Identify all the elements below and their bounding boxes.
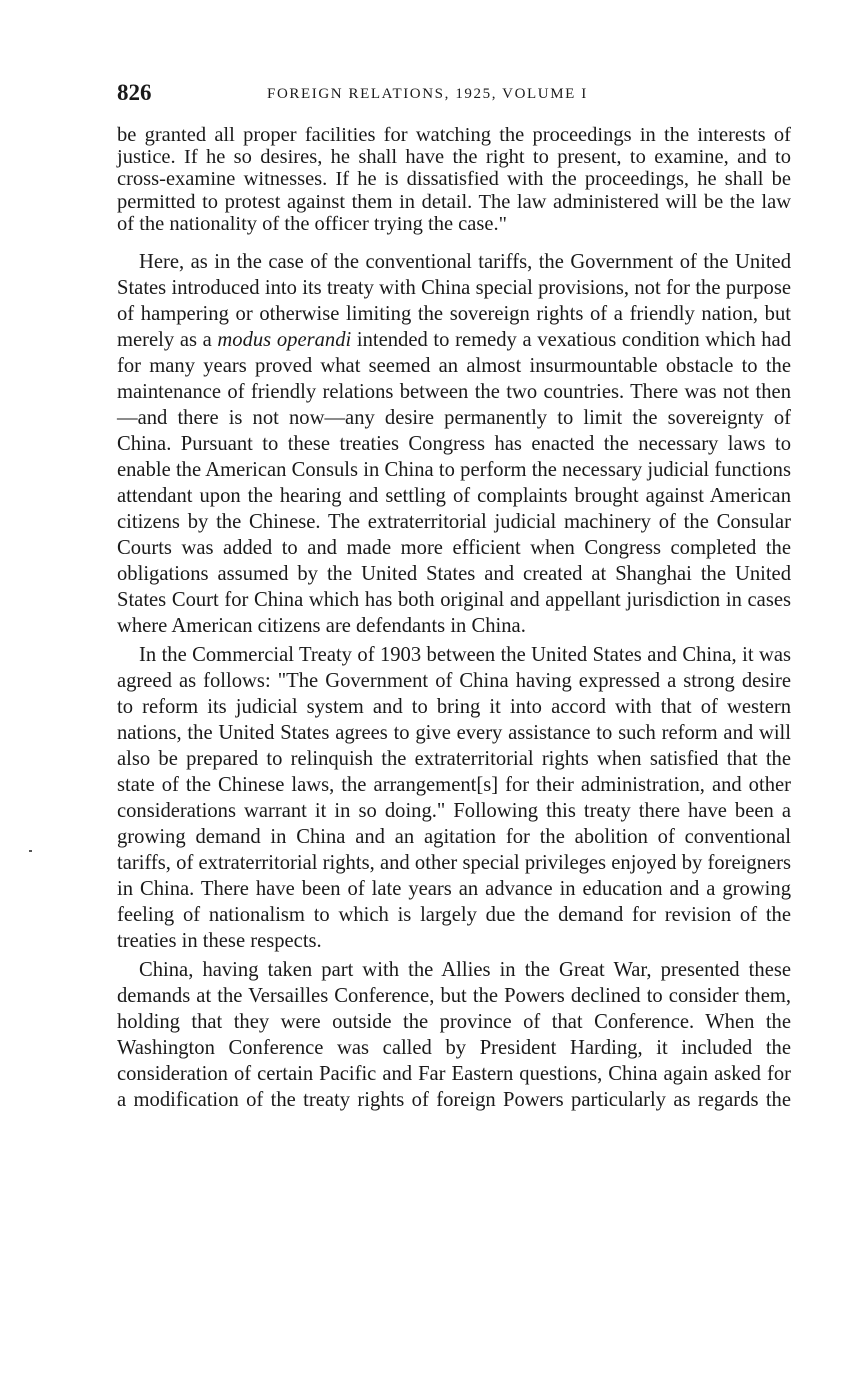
paragraph-1-italic-term: modus operandi	[217, 329, 352, 352]
paragraph-3: China, having taken part with the Allies in the Great War, presented these demands at the Versailles Conference, but the Powers declined to consider them, holding that they were outside the province of that Conference. When the Washington Conference was called by President Harding, it included the consideration of certain Pacific and Far Eastern questions, China again asked for a modification of the treaty rights of foreign Powers particularly as regards the	[117, 959, 791, 1112]
paragraph-1-text-before: Here, as in the case of the conventional tariffs, the Government of the United States introduced into its treaty with China special provisions, not for the purpose of hampering or otherwise limiting the sovereign rights of a friendly nation, but merely as a	[117, 251, 791, 352]
body-text	[117, 249, 791, 1113]
running-title: FOREIGN RELATIONS, 1925, VOLUME I	[267, 86, 588, 102]
paragraph-1	[117, 249, 791, 639]
paragraph-2: In the Commercial Treaty of 1903 between the United States and China, it was agreed as follows: "The Government of China having expressed a strong desire to reform its judicial system and to bring it into accord with that of western nations, the United States agrees to give every assistance to such reform and will also be prepared to relinquish the extraterritorial rights when satisfied that the state of the Chinese laws, the arrangement[s] for their administration, and other considerations warrant it in so doing." Following this treaty there have been a growing demand in China and an agitation for the abolition of conventional tariffs, of extraterritorial rights, and other special privileges enjoyed by foreigners in China. There have been of late years an advance in education and a growing feeling of nationalism to which is largely due the demand for revision of the treaties in these respects.	[117, 644, 791, 953]
running-head	[117, 78, 791, 112]
paragraph-1-text-after: intended to remedy a vexatious condition which had for many years proved what seemed an almost insurmountable obstacle to the maintenance of friendly relations between the two countries. There was not then—and there is not now—any desire permanently to limit the sovereignty of China. Pursuant to these treaties Congress has enacted the necessary laws to enable the American Consuls in China to perform the necessary judicial functions attendant upon the hearing and settling of complaints brought against American citizens by the Chinese. The extraterritorial judicial machinery of the Consular Courts was added to and made more efficient when Congress completed the obligations assumed by the United States and created at Shanghai the United States Court for China which has both original and appellant jurisdiction in cases where American citizens are defendants in China.	[117, 329, 791, 638]
page-number: 826	[117, 80, 152, 105]
stray-ink-mark	[29, 850, 32, 852]
document-page	[117, 78, 791, 1113]
quoted-treaty-excerpt: be granted all proper facilities for watching the proceedings in the interests of justice. If he so desires, he shall have the right to present, to examine, and to cross-examine witnesses. If he is dissatisfied with the proceedings, he shall be permitted to protest against them in detail. The law administered will be the law of the nationality of the officer trying the case."	[117, 124, 791, 235]
